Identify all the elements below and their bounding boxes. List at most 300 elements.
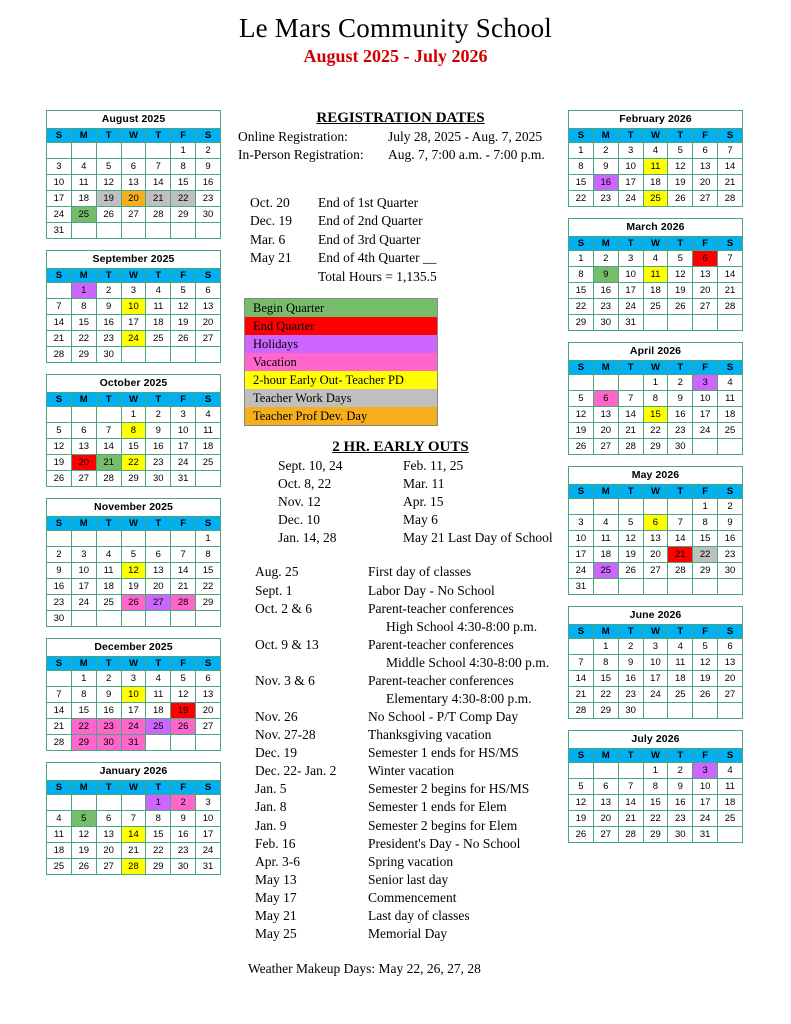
calendar-day-vacation[interactable]: 30 xyxy=(96,735,121,751)
calendar-day-early-out[interactable]: 11 xyxy=(643,267,668,283)
calendar-day[interactable]: 12 xyxy=(618,531,643,547)
calendar-day[interactable]: 14 xyxy=(171,563,196,579)
calendar-day[interactable]: 25 xyxy=(96,595,121,611)
calendar-day[interactable]: 9 xyxy=(618,655,643,671)
calendar-day[interactable]: 1 xyxy=(643,763,668,779)
calendar-day-begin-quarter[interactable]: 21 xyxy=(96,455,121,471)
calendar-day[interactable]: 7 xyxy=(569,655,594,671)
calendar-day[interactable]: 18 xyxy=(718,795,743,811)
calendar-day[interactable]: 8 xyxy=(569,267,594,283)
calendar-day[interactable]: 30 xyxy=(718,563,743,579)
calendar-day[interactable]: 19 xyxy=(569,423,594,439)
calendar-day[interactable]: 20 xyxy=(96,843,121,859)
calendar-day[interactable]: 6 xyxy=(96,811,121,827)
calendar-day[interactable]: 10 xyxy=(196,811,221,827)
calendar-day[interactable]: 25 xyxy=(718,423,743,439)
calendar-day[interactable]: 21 xyxy=(569,687,594,703)
calendar-day[interactable]: 14 xyxy=(146,175,171,191)
calendar-day[interactable]: 15 xyxy=(569,283,594,299)
calendar-day[interactable]: 30 xyxy=(668,827,693,843)
calendar-day-begin-quarter[interactable]: 25 xyxy=(71,207,96,223)
calendar-day[interactable]: 29 xyxy=(146,859,171,875)
calendar-day-early-out[interactable]: 10 xyxy=(121,687,146,703)
calendar-day[interactable]: 15 xyxy=(171,175,196,191)
calendar-day[interactable]: 22 xyxy=(593,687,618,703)
calendar-day[interactable]: 19 xyxy=(121,579,146,595)
calendar-day[interactable]: 3 xyxy=(171,407,196,423)
calendar-day[interactable]: 21 xyxy=(718,175,743,191)
calendar-day-vacation[interactable]: 26 xyxy=(121,595,146,611)
calendar-day[interactable]: 4 xyxy=(643,251,668,267)
calendar-day[interactable]: 19 xyxy=(47,455,72,471)
calendar-day[interactable]: 15 xyxy=(146,827,171,843)
calendar-day[interactable]: 23 xyxy=(171,843,196,859)
calendar-day[interactable]: 28 xyxy=(146,207,171,223)
calendar-day[interactable]: 15 xyxy=(643,795,668,811)
calendar-day[interactable]: 8 xyxy=(593,655,618,671)
calendar-day[interactable]: 27 xyxy=(121,207,146,223)
calendar-day[interactable]: 25 xyxy=(718,811,743,827)
calendar-day[interactable]: 7 xyxy=(618,391,643,407)
calendar-day[interactable]: 23 xyxy=(96,331,121,347)
calendar-day[interactable]: 10 xyxy=(693,391,718,407)
calendar-day[interactable]: 8 xyxy=(693,515,718,531)
calendar-day[interactable]: 31 xyxy=(47,223,72,239)
calendar-day[interactable]: 11 xyxy=(718,779,743,795)
calendar-day[interactable]: 27 xyxy=(96,859,121,875)
calendar-day[interactable]: 30 xyxy=(96,347,121,363)
calendar-day[interactable]: 17 xyxy=(693,795,718,811)
calendar-day[interactable]: 7 xyxy=(121,811,146,827)
calendar-day[interactable]: 20 xyxy=(718,671,743,687)
calendar-day[interactable]: 16 xyxy=(47,579,72,595)
calendar-day[interactable]: 23 xyxy=(593,191,618,207)
calendar-day[interactable]: 10 xyxy=(71,563,96,579)
calendar-day[interactable]: 5 xyxy=(171,283,196,299)
calendar-day[interactable]: 27 xyxy=(643,563,668,579)
calendar-day-teacher-work-day[interactable]: 19 xyxy=(96,191,121,207)
calendar-day-vacation[interactable]: 22 xyxy=(71,719,96,735)
calendar-day-holidays[interactable]: 1 xyxy=(71,283,96,299)
calendar-day[interactable]: 12 xyxy=(668,267,693,283)
calendar-day[interactable]: 3 xyxy=(121,283,146,299)
calendar-day[interactable]: 26 xyxy=(569,439,594,455)
calendar-day[interactable]: 30 xyxy=(618,703,643,719)
calendar-day[interactable]: 11 xyxy=(71,175,96,191)
calendar-day[interactable]: 25 xyxy=(196,455,221,471)
calendar-day[interactable]: 16 xyxy=(96,703,121,719)
calendar-day[interactable]: 27 xyxy=(693,299,718,315)
calendar-day[interactable]: 15 xyxy=(196,563,221,579)
calendar-day[interactable]: 29 xyxy=(121,471,146,487)
calendar-day-end-quarter[interactable]: 19 xyxy=(171,703,196,719)
calendar-day[interactable]: 1 xyxy=(71,671,96,687)
calendar-day[interactable]: 4 xyxy=(47,811,72,827)
calendar-day[interactable]: 18 xyxy=(718,407,743,423)
calendar-day[interactable]: 23 xyxy=(196,191,221,207)
calendar-day[interactable]: 9 xyxy=(47,563,72,579)
calendar-day[interactable]: 31 xyxy=(171,471,196,487)
calendar-day-end-quarter[interactable]: 6 xyxy=(693,251,718,267)
calendar-day[interactable]: 25 xyxy=(668,687,693,703)
calendar-day[interactable]: 22 xyxy=(569,191,594,207)
calendar-day-holidays[interactable]: 27 xyxy=(146,595,171,611)
calendar-day[interactable]: 11 xyxy=(593,531,618,547)
calendar-day-early-out[interactable]: 10 xyxy=(121,299,146,315)
calendar-day[interactable]: 18 xyxy=(196,439,221,455)
calendar-day[interactable]: 16 xyxy=(593,283,618,299)
calendar-day[interactable]: 14 xyxy=(618,407,643,423)
calendar-day[interactable]: 20 xyxy=(693,283,718,299)
calendar-day-early-out[interactable]: 28 xyxy=(121,859,146,875)
calendar-day[interactable]: 2 xyxy=(668,375,693,391)
calendar-day[interactable]: 8 xyxy=(171,159,196,175)
calendar-day[interactable]: 16 xyxy=(171,827,196,843)
calendar-day[interactable]: 5 xyxy=(668,143,693,159)
calendar-day[interactable]: 30 xyxy=(668,439,693,455)
calendar-day-holidays[interactable]: 16 xyxy=(593,175,618,191)
calendar-day[interactable]: 7 xyxy=(47,299,72,315)
calendar-day[interactable]: 21 xyxy=(718,283,743,299)
calendar-day[interactable]: 1 xyxy=(569,251,594,267)
calendar-day[interactable]: 6 xyxy=(196,671,221,687)
calendar-day[interactable]: 28 xyxy=(618,827,643,843)
calendar-day[interactable]: 2 xyxy=(668,763,693,779)
calendar-day[interactable]: 15 xyxy=(569,175,594,191)
calendar-day[interactable]: 7 xyxy=(718,143,743,159)
calendar-day[interactable]: 13 xyxy=(71,439,96,455)
calendar-day[interactable]: 12 xyxy=(47,439,72,455)
calendar-day[interactable]: 7 xyxy=(618,779,643,795)
calendar-day[interactable]: 23 xyxy=(668,811,693,827)
calendar-day[interactable]: 30 xyxy=(196,207,221,223)
calendar-day[interactable]: 14 xyxy=(47,703,72,719)
calendar-day[interactable]: 20 xyxy=(196,315,221,331)
calendar-day[interactable]: 17 xyxy=(618,175,643,191)
calendar-day[interactable]: 5 xyxy=(668,251,693,267)
calendar-day[interactable]: 6 xyxy=(196,283,221,299)
calendar-day[interactable]: 28 xyxy=(47,735,72,751)
calendar-day-vacation[interactable]: 28 xyxy=(171,595,196,611)
calendar-day[interactable]: 27 xyxy=(196,331,221,347)
calendar-day[interactable]: 3 xyxy=(569,515,594,531)
calendar-day[interactable]: 14 xyxy=(718,267,743,283)
calendar-day[interactable]: 16 xyxy=(668,407,693,423)
calendar-day[interactable]: 14 xyxy=(718,159,743,175)
calendar-day-vacation[interactable]: 24 xyxy=(121,719,146,735)
calendar-day[interactable]: 28 xyxy=(569,703,594,719)
calendar-day[interactable]: 18 xyxy=(668,671,693,687)
calendar-day[interactable]: 19 xyxy=(668,175,693,191)
calendar-day[interactable]: 20 xyxy=(593,423,618,439)
calendar-day[interactable]: 11 xyxy=(146,687,171,703)
calendar-day[interactable]: 24 xyxy=(569,563,594,579)
calendar-day[interactable]: 22 xyxy=(643,423,668,439)
calendar-day[interactable]: 20 xyxy=(593,811,618,827)
calendar-day[interactable]: 22 xyxy=(196,579,221,595)
calendar-day[interactable]: 11 xyxy=(668,655,693,671)
calendar-day[interactable]: 17 xyxy=(196,827,221,843)
calendar-day[interactable]: 29 xyxy=(593,703,618,719)
calendar-day[interactable]: 17 xyxy=(71,579,96,595)
calendar-day-holidays[interactable]: 1 xyxy=(146,795,171,811)
calendar-day[interactable]: 8 xyxy=(196,547,221,563)
calendar-day[interactable]: 30 xyxy=(171,859,196,875)
calendar-day[interactable]: 17 xyxy=(569,547,594,563)
calendar-day-early-out[interactable]: 22 xyxy=(121,455,146,471)
calendar-day[interactable]: 18 xyxy=(643,283,668,299)
calendar-day[interactable]: 22 xyxy=(146,843,171,859)
calendar-day[interactable]: 30 xyxy=(593,315,618,331)
calendar-day[interactable]: 7 xyxy=(668,515,693,531)
calendar-day[interactable]: 3 xyxy=(643,639,668,655)
calendar-day[interactable]: 9 xyxy=(593,159,618,175)
calendar-day[interactable]: 13 xyxy=(693,267,718,283)
calendar-day[interactable]: 13 xyxy=(96,827,121,843)
calendar-day[interactable]: 16 xyxy=(718,531,743,547)
calendar-day[interactable]: 19 xyxy=(171,315,196,331)
calendar-day[interactable]: 6 xyxy=(146,547,171,563)
calendar-day[interactable]: 20 xyxy=(196,703,221,719)
calendar-day[interactable]: 19 xyxy=(618,547,643,563)
calendar-day-early-out[interactable]: 24 xyxy=(121,331,146,347)
calendar-day[interactable]: 18 xyxy=(47,843,72,859)
calendar-day[interactable]: 8 xyxy=(643,779,668,795)
calendar-day[interactable]: 11 xyxy=(47,827,72,843)
calendar-day[interactable]: 10 xyxy=(693,779,718,795)
calendar-day-end-quarter[interactable]: 21 xyxy=(668,547,693,563)
calendar-day[interactable]: 31 xyxy=(569,579,594,595)
calendar-day[interactable]: 18 xyxy=(71,191,96,207)
calendar-day-teacher-work-day[interactable]: 21 xyxy=(146,191,171,207)
calendar-day[interactable]: 28 xyxy=(718,191,743,207)
calendar-day[interactable]: 13 xyxy=(693,159,718,175)
calendar-day[interactable]: 5 xyxy=(171,671,196,687)
calendar-day[interactable]: 8 xyxy=(643,391,668,407)
calendar-day-early-out[interactable]: 8 xyxy=(121,423,146,439)
calendar-day[interactable]: 21 xyxy=(171,579,196,595)
calendar-day[interactable]: 26 xyxy=(71,859,96,875)
calendar-day[interactable]: 24 xyxy=(71,595,96,611)
calendar-day[interactable]: 2 xyxy=(718,499,743,515)
calendar-day[interactable]: 27 xyxy=(693,191,718,207)
calendar-day[interactable]: 28 xyxy=(96,471,121,487)
calendar-day[interactable]: 22 xyxy=(643,811,668,827)
calendar-day[interactable]: 26 xyxy=(618,563,643,579)
calendar-day[interactable]: 23 xyxy=(618,687,643,703)
calendar-day[interactable]: 10 xyxy=(171,423,196,439)
calendar-day[interactable]: 26 xyxy=(668,299,693,315)
calendar-day[interactable]: 4 xyxy=(593,515,618,531)
calendar-day[interactable]: 2 xyxy=(196,143,221,159)
calendar-day[interactable]: 31 xyxy=(196,859,221,875)
calendar-day-vacation[interactable]: 26 xyxy=(171,719,196,735)
calendar-day[interactable]: 24 xyxy=(196,843,221,859)
calendar-day[interactable]: 17 xyxy=(47,191,72,207)
calendar-day[interactable]: 17 xyxy=(618,283,643,299)
calendar-day[interactable]: 15 xyxy=(593,671,618,687)
calendar-day[interactable]: 4 xyxy=(668,639,693,655)
calendar-day[interactable]: 1 xyxy=(121,407,146,423)
calendar-day[interactable]: 22 xyxy=(569,299,594,315)
calendar-day[interactable]: 13 xyxy=(146,563,171,579)
calendar-day[interactable]: 12 xyxy=(171,687,196,703)
calendar-day[interactable]: 16 xyxy=(146,439,171,455)
calendar-day[interactable]: 16 xyxy=(668,795,693,811)
calendar-day[interactable]: 18 xyxy=(146,315,171,331)
calendar-day[interactable]: 30 xyxy=(47,611,72,627)
calendar-day[interactable]: 14 xyxy=(668,531,693,547)
calendar-day[interactable]: 14 xyxy=(96,439,121,455)
calendar-day[interactable]: 27 xyxy=(593,827,618,843)
calendar-day[interactable]: 13 xyxy=(593,795,618,811)
calendar-day[interactable]: 6 xyxy=(693,143,718,159)
calendar-day[interactable]: 13 xyxy=(121,175,146,191)
calendar-day[interactable]: 25 xyxy=(643,299,668,315)
calendar-day-early-out[interactable]: 12 xyxy=(121,563,146,579)
calendar-day-end-quarter[interactable]: 20 xyxy=(71,455,96,471)
calendar-day[interactable]: 24 xyxy=(618,299,643,315)
calendar-day[interactable]: 27 xyxy=(593,439,618,455)
calendar-day[interactable]: 2 xyxy=(96,283,121,299)
calendar-day[interactable]: 9 xyxy=(668,779,693,795)
calendar-day[interactable]: 1 xyxy=(171,143,196,159)
calendar-day[interactable]: 12 xyxy=(96,175,121,191)
calendar-day[interactable]: 9 xyxy=(668,391,693,407)
calendar-day[interactable]: 11 xyxy=(96,563,121,579)
calendar-day[interactable]: 12 xyxy=(668,159,693,175)
calendar-day[interactable]: 9 xyxy=(146,423,171,439)
calendar-day[interactable]: 3 xyxy=(618,251,643,267)
calendar-day[interactable]: 4 xyxy=(71,159,96,175)
calendar-day[interactable]: 12 xyxy=(693,655,718,671)
calendar-day[interactable]: 2 xyxy=(96,671,121,687)
calendar-day[interactable]: 12 xyxy=(569,407,594,423)
calendar-day[interactable]: 9 xyxy=(171,811,196,827)
calendar-day[interactable]: 19 xyxy=(693,671,718,687)
calendar-day[interactable]: 1 xyxy=(643,375,668,391)
calendar-day-teacher-pd-day[interactable]: 20 xyxy=(121,191,146,207)
calendar-day-holidays[interactable]: 3 xyxy=(693,763,718,779)
calendar-day[interactable]: 29 xyxy=(643,439,668,455)
calendar-day[interactable]: 25 xyxy=(146,331,171,347)
calendar-day[interactable]: 19 xyxy=(71,843,96,859)
calendar-day[interactable]: 23 xyxy=(668,423,693,439)
calendar-day-early-out[interactable]: 14 xyxy=(121,827,146,843)
calendar-day[interactable]: 2 xyxy=(618,639,643,655)
calendar-day[interactable]: 9 xyxy=(718,515,743,531)
calendar-day-teacher-work-day[interactable]: 22 xyxy=(693,547,718,563)
calendar-day-vacation[interactable]: 6 xyxy=(593,391,618,407)
calendar-day[interactable]: 17 xyxy=(171,439,196,455)
calendar-day[interactable]: 18 xyxy=(593,547,618,563)
calendar-day[interactable]: 13 xyxy=(196,299,221,315)
calendar-day[interactable]: 23 xyxy=(718,547,743,563)
calendar-day[interactable]: 24 xyxy=(171,455,196,471)
calendar-day[interactable]: 5 xyxy=(618,515,643,531)
calendar-day[interactable]: 7 xyxy=(96,423,121,439)
calendar-day[interactable]: 21 xyxy=(47,719,72,735)
calendar-day-vacation[interactable]: 2 xyxy=(171,795,196,811)
calendar-day[interactable]: 6 xyxy=(593,779,618,795)
calendar-day[interactable]: 28 xyxy=(668,563,693,579)
calendar-day[interactable]: 22 xyxy=(71,331,96,347)
calendar-day[interactable]: 26 xyxy=(96,207,121,223)
calendar-day[interactable]: 16 xyxy=(618,671,643,687)
calendar-day[interactable]: 21 xyxy=(47,331,72,347)
calendar-day-vacation[interactable]: 29 xyxy=(71,735,96,751)
calendar-day-holidays[interactable]: 3 xyxy=(693,375,718,391)
calendar-day[interactable]: 10 xyxy=(618,267,643,283)
calendar-day[interactable]: 3 xyxy=(47,159,72,175)
calendar-day[interactable]: 2 xyxy=(593,251,618,267)
calendar-day[interactable]: 9 xyxy=(96,299,121,315)
calendar-day[interactable]: 4 xyxy=(718,763,743,779)
calendar-day-begin-quarter[interactable]: 5 xyxy=(71,811,96,827)
calendar-day[interactable]: 13 xyxy=(593,407,618,423)
calendar-day[interactable]: 8 xyxy=(146,811,171,827)
calendar-day[interactable]: 17 xyxy=(121,315,146,331)
calendar-day[interactable]: 31 xyxy=(693,827,718,843)
calendar-day[interactable]: 5 xyxy=(693,639,718,655)
calendar-day-vacation[interactable]: 23 xyxy=(96,719,121,735)
calendar-day[interactable]: 18 xyxy=(96,579,121,595)
calendar-day[interactable]: 12 xyxy=(569,795,594,811)
calendar-day[interactable]: 27 xyxy=(718,687,743,703)
calendar-day[interactable]: 5 xyxy=(47,423,72,439)
calendar-day[interactable]: 29 xyxy=(569,315,594,331)
calendar-day[interactable]: 14 xyxy=(618,795,643,811)
calendar-day[interactable]: 1 xyxy=(693,499,718,515)
calendar-day[interactable]: 25 xyxy=(47,859,72,875)
calendar-day[interactable]: 3 xyxy=(196,795,221,811)
calendar-day[interactable]: 3 xyxy=(121,671,146,687)
calendar-day[interactable]: 13 xyxy=(643,531,668,547)
calendar-day[interactable]: 2 xyxy=(47,547,72,563)
calendar-day[interactable]: 4 xyxy=(146,671,171,687)
calendar-day[interactable]: 24 xyxy=(693,811,718,827)
calendar-day[interactable]: 7 xyxy=(146,159,171,175)
calendar-day[interactable]: 7 xyxy=(47,687,72,703)
calendar-day[interactable]: 6 xyxy=(121,159,146,175)
calendar-day[interactable]: 10 xyxy=(569,531,594,547)
calendar-day[interactable]: 15 xyxy=(71,315,96,331)
calendar-day-holidays[interactable]: 25 xyxy=(146,719,171,735)
calendar-day[interactable]: 12 xyxy=(171,299,196,315)
calendar-day[interactable]: 10 xyxy=(47,175,72,191)
calendar-day[interactable]: 28 xyxy=(618,439,643,455)
calendar-day[interactable]: 1 xyxy=(569,143,594,159)
calendar-day[interactable]: 9 xyxy=(196,159,221,175)
calendar-day[interactable]: 24 xyxy=(643,687,668,703)
calendar-day[interactable]: 28 xyxy=(47,347,72,363)
calendar-day[interactable]: 10 xyxy=(643,655,668,671)
calendar-day[interactable]: 11 xyxy=(718,391,743,407)
calendar-day[interactable]: 15 xyxy=(121,439,146,455)
calendar-day[interactable]: 17 xyxy=(643,671,668,687)
calendar-day[interactable]: 1 xyxy=(593,639,618,655)
calendar-day[interactable]: 31 xyxy=(618,315,643,331)
calendar-day[interactable]: 17 xyxy=(693,407,718,423)
calendar-day[interactable]: 5 xyxy=(569,779,594,795)
calendar-day[interactable]: 4 xyxy=(718,375,743,391)
calendar-day[interactable]: 20 xyxy=(146,579,171,595)
calendar-day[interactable]: 5 xyxy=(569,391,594,407)
calendar-day[interactable]: 26 xyxy=(569,827,594,843)
calendar-day[interactable]: 4 xyxy=(196,407,221,423)
calendar-day[interactable]: 7 xyxy=(718,251,743,267)
calendar-day[interactable]: 21 xyxy=(121,843,146,859)
